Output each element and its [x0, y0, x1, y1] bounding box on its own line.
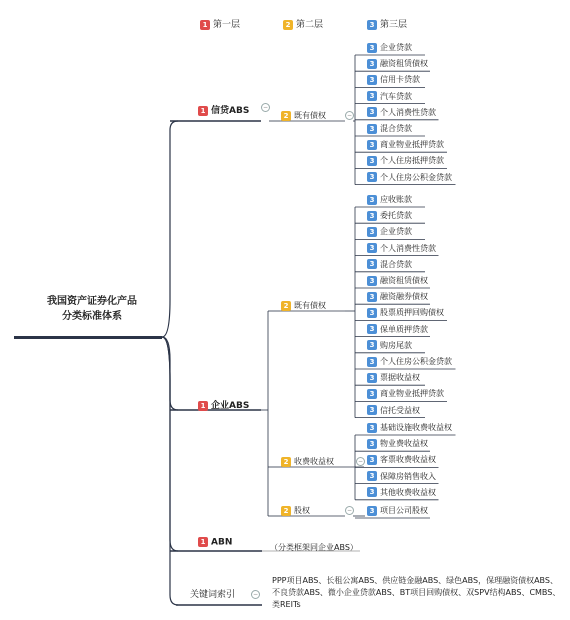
connector-line	[162, 121, 178, 337]
level-3-badge: 3	[367, 292, 377, 302]
level-2-badge: 2	[281, 301, 291, 311]
level-3-badge: 3	[367, 506, 377, 516]
leaf-label: 股票质押回购债权	[380, 308, 444, 318]
level-2-badge: 2	[281, 506, 291, 516]
level-3-badge: 3	[367, 172, 377, 182]
level-1-badge: 1	[198, 106, 208, 116]
leaf-node[interactable]	[367, 405, 420, 417]
leaf-node[interactable]	[367, 139, 444, 151]
level-3-badge: 3	[367, 227, 377, 237]
abn-note: （分类框架同企业ABS）	[270, 543, 358, 552]
leaf-label: 个人住房公积金贷款	[380, 172, 452, 182]
level-3-badge: 3	[367, 20, 377, 30]
leaf-node[interactable]	[367, 155, 444, 167]
level-3-badge: 3	[367, 276, 377, 286]
legend-label: 第三层	[380, 20, 408, 30]
legend-level-3	[367, 17, 407, 30]
level-3-badge: 3	[367, 357, 377, 367]
level-2-badge: 2	[283, 20, 293, 30]
node-label: 既有债权	[294, 301, 326, 310]
leaf-node[interactable]	[367, 275, 428, 287]
level-3-badge: 3	[367, 439, 377, 449]
leaf-node[interactable]	[367, 487, 436, 499]
leaf-node[interactable]	[367, 422, 452, 434]
collapse-toggle-icon[interactable]: −	[346, 507, 353, 514]
leaf-node[interactable]	[367, 226, 412, 238]
leaf-node[interactable]	[367, 454, 436, 466]
level-2-badge: 2	[281, 457, 291, 467]
root-title-line-1: 我国资产证券化产品	[47, 296, 137, 307]
collapse-toggle-icon[interactable]: −	[357, 458, 364, 465]
leaf-node[interactable]	[367, 372, 420, 384]
leaf-label: 项目公司股权	[380, 506, 428, 515]
node-corporate-abs[interactable]	[198, 398, 249, 411]
level-2-badge: 2	[281, 111, 291, 121]
node-label: ABN	[211, 537, 233, 548]
leaf-label: 购房尾款	[380, 340, 412, 350]
leaf-label: 其他收费收益权	[380, 487, 436, 497]
leaf-node[interactable]	[367, 324, 428, 336]
node-credit-abs[interactable]	[198, 103, 249, 116]
leaf-node[interactable]	[367, 243, 436, 255]
leaf-label: 信托受益权	[380, 405, 420, 415]
leaf-label: 保障房销售收入	[380, 471, 436, 481]
level-3-badge: 3	[367, 91, 377, 101]
legend-label: 第一层	[213, 20, 241, 30]
root-topic[interactable]	[22, 294, 162, 324]
leaf-node[interactable]	[367, 107, 436, 119]
leaf-label: 个人住房公积金贷款	[380, 357, 452, 366]
leaf-label: 混合贷款	[380, 259, 412, 269]
leaf-label: 个人消费性贷款	[380, 107, 436, 117]
leaf-node[interactable]	[367, 91, 412, 103]
leaf-label: 商业物业抵押贷款	[380, 389, 444, 399]
level-3-badge: 3	[367, 340, 377, 350]
node-label: 既有债权	[294, 111, 326, 120]
leaf-node[interactable]	[367, 291, 428, 303]
leaf-node[interactable]	[367, 194, 412, 206]
leaf-label: 企业贷款	[380, 227, 412, 237]
leaf-label: 个人消费性贷款	[380, 243, 436, 253]
collapse-toggle-icon[interactable]: −	[252, 591, 259, 598]
leaf-label: 物业费收益权	[380, 439, 428, 449]
level-3-badge: 3	[367, 471, 377, 481]
leaf-label: 票据收益权	[380, 373, 420, 383]
leaf-label: 个人住房抵押贷款	[380, 156, 444, 166]
level-3-badge: 3	[367, 195, 377, 205]
level-3-badge: 3	[367, 243, 377, 253]
node-label: 股权	[294, 506, 310, 515]
level-3-badge: 3	[367, 140, 377, 150]
node-fee-income-rights[interactable]	[281, 456, 334, 468]
root-underline	[14, 336, 162, 339]
root-title-line-2: 分类标准体系	[62, 311, 122, 322]
leaf-node[interactable]	[367, 58, 428, 70]
level-3-badge: 3	[367, 259, 377, 269]
level-3-badge: 3	[367, 75, 377, 85]
leaf-node[interactable]	[367, 123, 412, 135]
leaf-label: 信用卡贷款	[380, 75, 420, 85]
leaf-label: 客票收费收益权	[380, 455, 436, 465]
leaf-node[interactable]	[367, 471, 436, 483]
level-3-badge: 3	[367, 487, 377, 497]
level-3-badge: 3	[367, 373, 377, 383]
level-3-badge: 3	[367, 389, 377, 399]
leaf-node[interactable]	[367, 259, 412, 271]
node-label: 企业ABS	[211, 401, 250, 411]
node-label: 信贷ABS	[211, 106, 250, 116]
leaf-label: 企业贷款	[380, 43, 412, 52]
leaf-label: 商业物业抵押贷款	[380, 140, 444, 150]
leaf-node[interactable]	[367, 42, 412, 54]
leaf-node[interactable]	[367, 438, 428, 450]
leaf-label: 委托贷款	[380, 211, 412, 221]
level-3-badge: 3	[367, 211, 377, 221]
level-3-badge: 3	[367, 405, 377, 415]
leaf-label: 融资租赁债权	[380, 276, 428, 285]
level-3-badge: 3	[367, 59, 377, 69]
node-label: 收费收益权	[294, 457, 334, 466]
node-abn[interactable]	[198, 537, 232, 548]
level-3-badge: 3	[367, 455, 377, 465]
keyword-index-title[interactable]: 关键词索引	[190, 590, 236, 600]
level-3-badge: 3	[367, 107, 377, 117]
leaf-label: 混合贷款	[380, 124, 412, 133]
level-3-badge: 3	[367, 43, 377, 53]
level-1-badge: 1	[198, 401, 208, 411]
leaf-label: 融资融券债权	[380, 292, 428, 302]
keyword-index-text: PPP项目ABS、长租公寓ABS、供应链金融ABS、绿色ABS，保理融资债权ABS、不良贷款ABS、微小企业贷款ABS、BT项目回购债权、双SPV结构ABS、CMBS、类REITs	[272, 576, 561, 609]
connector-line	[162, 337, 178, 605]
level-3-badge: 3	[367, 308, 377, 318]
leaf-node[interactable]	[367, 356, 452, 368]
collapse-toggle-icon[interactable]: −	[346, 112, 353, 119]
level-3-badge: 3	[367, 423, 377, 433]
leaf-label: 基础设施收费收益权	[380, 423, 452, 432]
leaf-node[interactable]	[367, 505, 428, 517]
leaf-node[interactable]	[367, 74, 420, 86]
leaf-label: 汽车贷款	[380, 91, 412, 101]
collapse-toggle-icon[interactable]: −	[262, 104, 269, 111]
leaf-node[interactable]	[367, 307, 444, 319]
level-3-badge: 3	[367, 156, 377, 166]
level-1-badge: 1	[198, 537, 208, 547]
leaf-node[interactable]	[367, 172, 452, 184]
level-1-badge: 1	[200, 20, 210, 30]
leaf-node[interactable]	[367, 388, 444, 400]
node-equity[interactable]	[281, 505, 310, 517]
level-3-badge: 3	[367, 324, 377, 334]
leaf-node[interactable]	[367, 210, 412, 222]
leaf-label: 应收账款	[380, 195, 412, 204]
leaf-node[interactable]	[367, 340, 412, 352]
leaf-label: 保单质押贷款	[380, 324, 428, 334]
legend-level-2	[283, 17, 323, 30]
legend-level-1	[200, 17, 240, 30]
legend-label: 第二层	[296, 20, 324, 30]
leaf-label: 融资租赁债权	[380, 59, 428, 69]
level-3-badge: 3	[367, 124, 377, 134]
node-existing-debt-corp[interactable]	[281, 300, 326, 312]
node-existing-debt-credit[interactable]	[281, 110, 326, 122]
